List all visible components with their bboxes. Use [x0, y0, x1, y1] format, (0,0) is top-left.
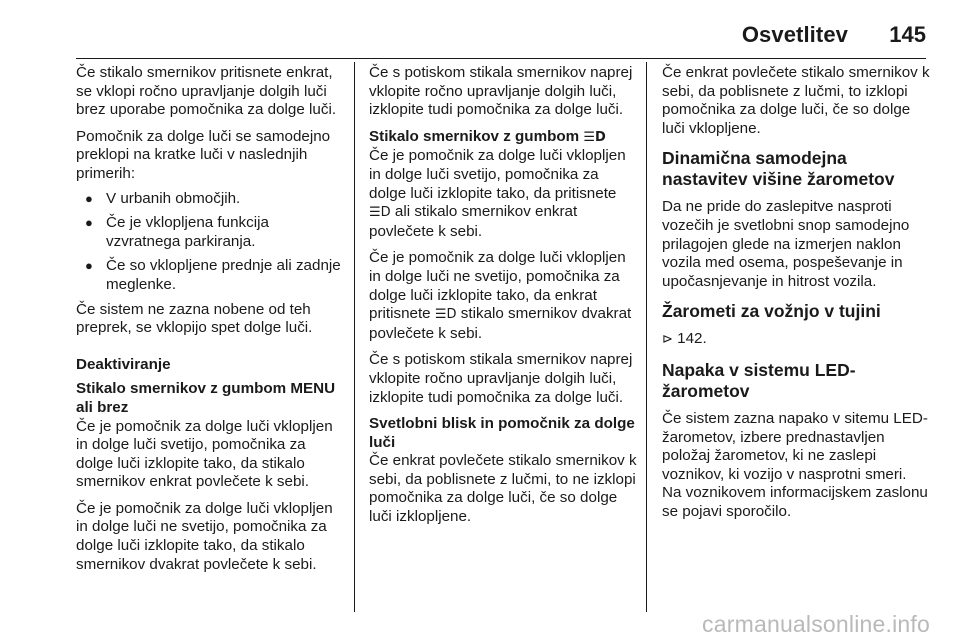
bullet-icon: ●: [85, 215, 93, 231]
paragraph: Če enkrat povlečete stikalo smernikov k sebi, da poblisnete z lučmi, to izklopi pomočnika za dolge luči, če so dolge luči vklopljene.: [662, 64, 930, 137]
header-divider: [76, 58, 926, 59]
paragraph: Če je pomočnik za dolge luči vklopljen in dolge luči ne svetijo, pomočnika za dolge luči izklopite tako, da stikalo smernikov dvakrat povlečete k sebi.: [76, 499, 333, 573]
high-beam-icon: ☰D: [583, 129, 606, 145]
heading-flash: Svetlobni blisk in pomočnik za dolge luči: [369, 415, 635, 451]
heading-dynamic-leveling: Dinamična samodejna nastavitev višine žarometov: [662, 148, 895, 190]
paragraph: Pomočnik za dolge luči se samodejno preklopi na kratke luči v naslednjih primerih:: [76, 127, 331, 182]
paragraph: Da ne pride do zaslepitve nasproti vozečih je svetlobni snop samodejno prilagojen glede na izmerjen naklon vozila med osema, pospeševanje in upočasnjevanje in hitrost vozila.: [662, 198, 910, 290]
list-item: ● Če so vklopljene prednje ali zadnje meglenke.: [85, 257, 341, 293]
heading-deactivate: Deaktiviranje: [76, 355, 171, 373]
paragraph: Če enkrat povlečete stikalo smernikov k sebi, da poblisnete z lučmi, to ne izklopi pomočnika za dolge luči, če so dolge luči izklopljene.: [369, 452, 637, 526]
paragraph: Če je pomočnik za dolge luči vklopljen in dolge luči svetijo, pomočnika za dolge luči izklopite tako, da stikalo smernikov enkrat povlečete k sebi.: [76, 417, 333, 491]
heading-abroad: Žarometi za vožnjo v tujini: [662, 301, 881, 322]
paragraph: Če je pomočnik za dolge luči vklopljen in dolge luči svetijo, pomočnika za dolge luči izklopite tako, da pritisnete ☰D ali stikalo smernikov enkrat povlečete k sebi.: [369, 147, 626, 240]
watermark: carmanualsonline.info: [702, 611, 930, 637]
cross-reference: ⊳ 142.: [662, 330, 707, 348]
paragraph: Če sistem ne zazna nobene od teh preprek, se vklopijo spet dolge luči.: [76, 300, 313, 337]
column-2: [369, 64, 637, 535]
heading-button-switch: Stikalo smernikov z gumbom ☰D: [369, 127, 606, 145]
page-header: [76, 22, 926, 54]
column-3: [662, 64, 930, 530]
bullet-list: [76, 190, 344, 295]
heading-led-fault: Napaka v sistemu LED-žarometov: [662, 359, 856, 401]
paragraph: Če sistem zazna napako v sitemu LED-žarometov, izbere prednastavljen položaj žarometov, ki ne zaslepi voznikov, ki vozijo v nasprotni smeri. Na voznikovem informacijskem zaslonu se pojavi sporočilo.: [662, 409, 928, 520]
column-1: [76, 64, 344, 582]
list-item: ● Če je vklopljena funkcija vzvratnega parkiranja.: [85, 214, 269, 250]
paragraph: Če s potiskom stikala smernikov naprej vklopite ročno upravljanje dolgih luči, izklopite tudi pomočnika za dolge luči.: [369, 351, 633, 406]
page-number: 145: [889, 22, 926, 47]
column-divider-2: [646, 62, 647, 612]
paragraph: Če stikalo smernikov pritisnete enkrat, se vklopi ročno upravljanje dolgih luči brez uporabe pomočnika za dolge luči.: [76, 64, 337, 119]
paragraph: Če je pomočnik za dolge luči vklopljen in dolge luči ne svetijo, pomočnika za dolge luči izklopite tako, da enkrat pritisnete ☰D stikalo smernikov dvakrat povlečete k sebi.: [369, 249, 632, 342]
high-beam-icon: ☰D: [369, 205, 391, 221]
reference-arrow-icon: ⊳: [662, 332, 673, 348]
section-title: Osvetlitev: [741, 22, 848, 47]
paragraph: Če s potiskom stikala smernikov naprej vklopite ročno upravljanje dolgih luči, izklopite tudi pomočnika za dolge luči.: [369, 64, 633, 119]
bullet-icon: ●: [85, 190, 93, 206]
heading-menu-switch: Stikalo smernikov z gumbom MENU ali brez: [76, 380, 336, 416]
list-item: ● V urbanih območjih.: [85, 189, 241, 207]
bullet-icon: ●: [85, 258, 93, 274]
column-divider-1: [354, 62, 355, 612]
high-beam-icon: ☰D: [434, 307, 457, 323]
